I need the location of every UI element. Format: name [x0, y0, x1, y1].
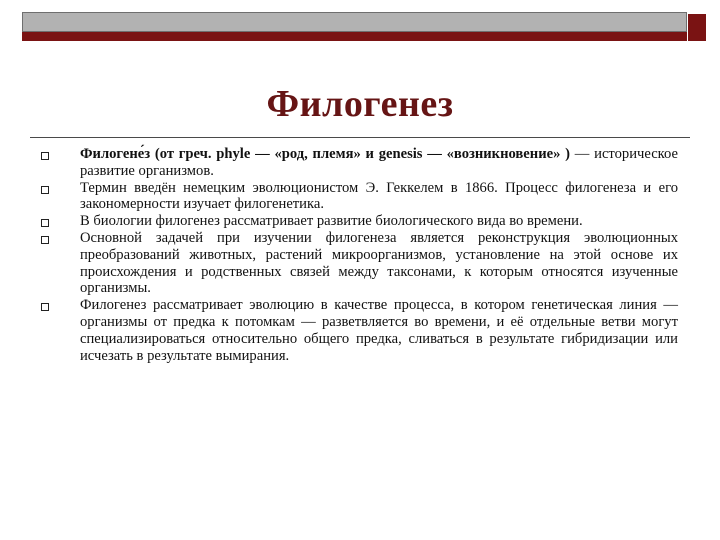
list-item: [38, 146, 678, 180]
square-bullet-icon: [41, 236, 49, 244]
title-divider: [30, 137, 690, 138]
list-item: [38, 180, 678, 214]
list-item: [38, 213, 678, 230]
list-item-text: Основной задачей при изучении филогенеза является реконструкция эволюционных преобразований животных, растений микроорганизмов, установление на этой основе их происхождения и родственных связей между таксонами, к которым относятся изученные организмы.: [80, 229, 678, 297]
list-item: [38, 230, 678, 297]
square-bullet-icon: [41, 186, 49, 194]
square-bullet-icon: [41, 303, 49, 311]
list-item-text: Филогенез рассматривает эволюцию в качестве процесса, в котором генетическая линия — организмы от предка к потомкам — разветвляется во времени, и её отдельные ветви могут специализироваться относительно общего предка, сливаться в результате гибридизации или исчезать в результате вымирания.: [80, 297, 678, 364]
list-item-text: В биологии филогенез рассматривает развитие биологического вида во времени.: [80, 213, 583, 230]
list-item-text: — историческое развитие организмов.: [80, 146, 678, 179]
list-item: [38, 297, 678, 364]
slide-title: Филогенез: [266, 83, 454, 125]
square-bullet-icon: [41, 219, 49, 227]
header-red-bar: [22, 32, 687, 41]
bullet-list: [38, 146, 678, 364]
square-bullet-icon: [41, 152, 49, 160]
list-item-text: Термин введён немецким эволюционистом Э. Геккелем в 1866. Процесс филогенеза и его закономерности изучает филогенетика.: [80, 179, 678, 213]
corner-accent-square: [688, 14, 706, 41]
term-definition-bold: Филогене́з (от греч. phyle — «род, племя» и genesis — «возникновение» ): [80, 146, 571, 162]
header-gray-bar: [22, 12, 687, 32]
